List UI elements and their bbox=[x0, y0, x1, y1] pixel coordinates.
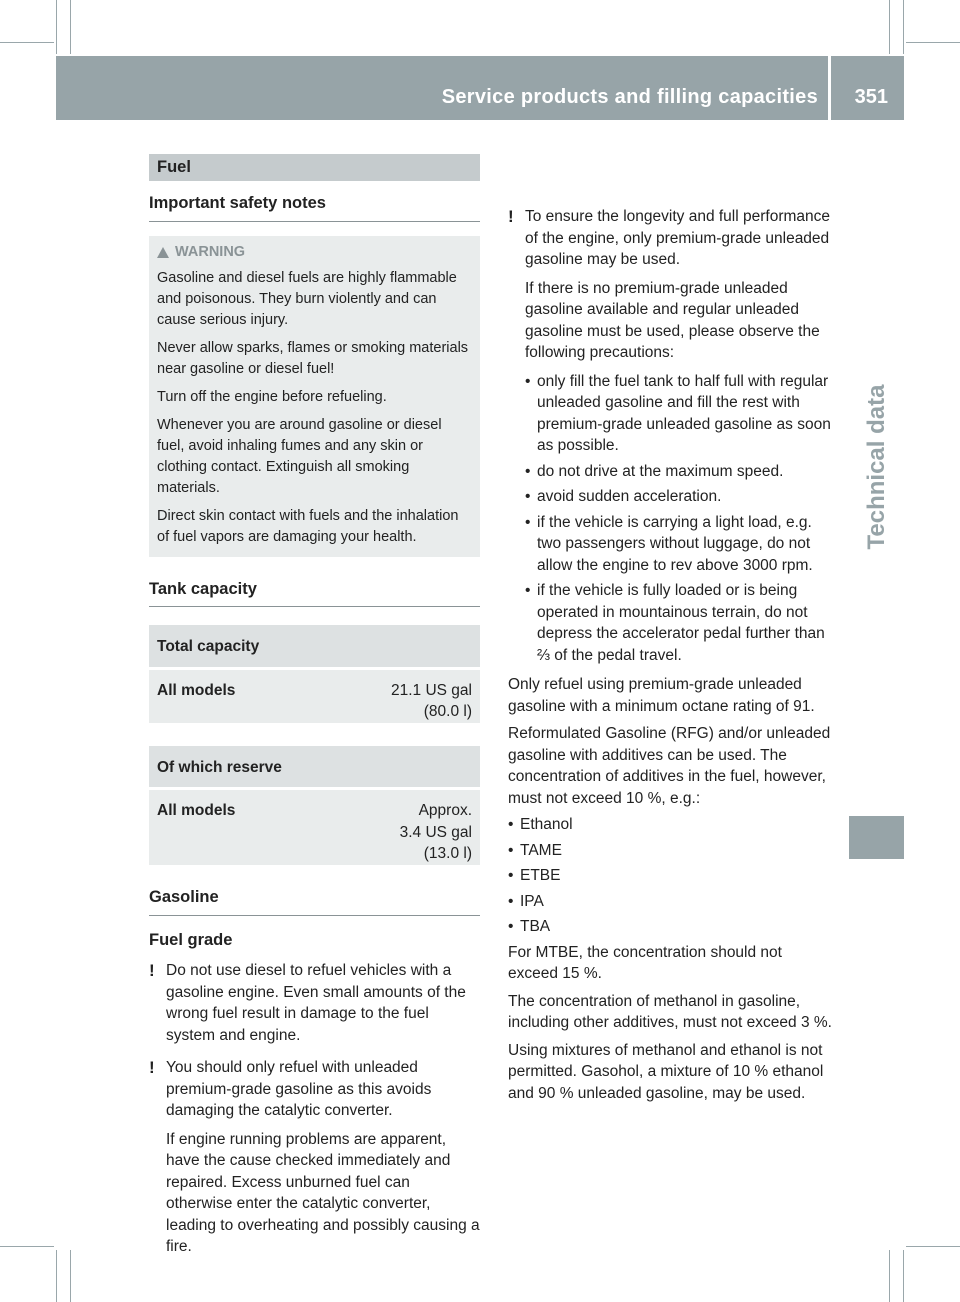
table-header-cell: Of which reserve bbox=[157, 758, 282, 776]
warning-paragraph: Gasoline and diesel fuels are highly flammable and poisonous. They burn violently and can cause serious injury. bbox=[157, 269, 457, 328]
list-item: • do not drive at the maximum speed. bbox=[525, 461, 834, 483]
caution-note bbox=[508, 206, 834, 670]
crop-mark bbox=[56, 0, 57, 54]
note-text: If engine running problems are apparent, have the cause checked immediately and repaired. Excess unburned fuel can otherwise enter the catalytic converter, leading to overheating and possibly causing a fire. bbox=[166, 1130, 480, 1255]
value-line: (13.0 l) bbox=[423, 845, 472, 862]
list-item: • avoid sudden acceleration. bbox=[525, 486, 834, 508]
list-item: • TBA bbox=[508, 916, 834, 938]
reserve-table bbox=[149, 746, 480, 866]
crop-mark bbox=[70, 0, 71, 54]
subheading-safety-notes: Important safety notes bbox=[149, 193, 480, 222]
value-line: (80.0 l) bbox=[423, 703, 472, 720]
crop-mark bbox=[56, 1250, 57, 1302]
crop-mark bbox=[903, 0, 904, 54]
crop-mark bbox=[906, 1246, 960, 1247]
paragraph: The concentration of methanol in gasoline, including other additives, must not exceed 3 %. bbox=[508, 992, 832, 1031]
list-item: • IPA bbox=[508, 891, 834, 913]
table-header-cell bbox=[357, 625, 480, 667]
caution-note bbox=[149, 1057, 480, 1265]
warning-title bbox=[157, 242, 472, 263]
table-header-row bbox=[149, 625, 480, 667]
warning-paragraph: Turn off the engine before refueling. bbox=[157, 388, 387, 405]
table-row bbox=[149, 670, 480, 723]
table-cell-value bbox=[359, 670, 480, 723]
exclamation-icon: ! bbox=[508, 207, 514, 226]
left-column bbox=[149, 154, 480, 1265]
exclamation-icon: ! bbox=[149, 961, 155, 980]
warning-paragraph: Never allow sparks, flames or smoking materials near gasoline or diesel fuel! bbox=[157, 339, 469, 377]
heading-fuel-grade: Fuel grade bbox=[149, 930, 233, 949]
warning-box bbox=[149, 236, 480, 557]
section-bar-fuel: Fuel bbox=[149, 154, 480, 181]
warning-title-text: WARNING bbox=[175, 243, 246, 260]
caution-note bbox=[149, 960, 480, 1053]
warning-paragraph: Whenever you are around gasoline or diesel fuel, avoid inhaling fumes and any skin or clothing contact. Extinguish all smoking materials. bbox=[157, 416, 442, 496]
page-number: 351 bbox=[854, 86, 888, 108]
table-row bbox=[149, 790, 480, 865]
paragraph: For MTBE, the concentration should not exceed 15 %. bbox=[508, 943, 782, 982]
additives-list bbox=[508, 814, 834, 938]
crop-mark bbox=[70, 1250, 71, 1302]
crop-mark bbox=[889, 0, 890, 54]
total-capacity-table bbox=[149, 625, 480, 723]
precautions-list bbox=[525, 371, 834, 667]
table-cell-label: All models bbox=[157, 802, 236, 819]
exclamation-icon: ! bbox=[149, 1058, 155, 1077]
side-tab-marker bbox=[849, 816, 904, 859]
note-text: Do not use diesel to refuel vehicles with a gasoline engine. Even small amounts of the wrong fuel result in damage to the fuel system and engine. bbox=[166, 962, 466, 1044]
value-line: 3.4 US gal bbox=[399, 823, 472, 841]
crop-mark bbox=[903, 1250, 904, 1302]
table-cell-value bbox=[359, 790, 480, 865]
paragraph: Reformulated Gasoline (RFG) and/or unleaded gasoline with additives can be used. The concentration of additives in the fuel, however, must not exceed 10 %, e.g.: bbox=[508, 725, 831, 807]
heading-gasoline: Gasoline bbox=[149, 887, 480, 916]
table-header-row bbox=[149, 746, 480, 788]
heading-tank-capacity: Tank capacity bbox=[149, 579, 480, 608]
crop-mark bbox=[889, 1250, 890, 1302]
list-item: • if the vehicle is carrying a light load, e.g. two passengers without luggage, do not allow the engine to rev above 3000 rpm. bbox=[525, 512, 834, 577]
value-line: Approx. bbox=[418, 802, 472, 819]
table-header-cell bbox=[357, 746, 480, 788]
note-text: If there is no premium-grade unleaded gasoline available and regular unleaded gasoline must be used, please observe the following precautions: bbox=[525, 279, 820, 361]
crop-mark bbox=[0, 42, 54, 43]
page-header bbox=[56, 56, 904, 120]
note-text: You should only refuel with unleaded premium-grade gasoline as this avoids damaging the catalytic converter. bbox=[166, 1059, 432, 1119]
table-header-cell: Total capacity bbox=[157, 638, 260, 655]
warning-triangle-icon bbox=[157, 247, 169, 258]
side-tab-label: Technical data bbox=[862, 384, 890, 549]
note-text: To ensure the longevity and full performance of the engine, only premium-grade unleaded gasoline may be used. bbox=[525, 208, 831, 268]
table-cell-label: All models bbox=[157, 681, 236, 699]
list-item: • Ethanol bbox=[508, 814, 834, 836]
list-item: • if the vehicle is fully loaded or is being operated in mountainous terrain, do not depress the accelerator pedal further than ⅔ of the pedal travel. bbox=[525, 580, 834, 666]
list-item: • ETBE bbox=[508, 865, 834, 887]
right-column bbox=[508, 154, 834, 1104]
list-item: • only fill the fuel tank to half full with regular unleaded gasoline and fill the rest with premium-grade unleaded gasoline as soon as possible. bbox=[525, 371, 834, 457]
side-tab bbox=[849, 120, 904, 813]
list-item: • TAME bbox=[508, 840, 834, 862]
paragraph: Only refuel using premium-grade unleaded gasoline with a minimum octane rating of 91. bbox=[508, 676, 815, 715]
continued-text-spacer bbox=[508, 154, 834, 200]
value-line: 21.1 US gal bbox=[391, 681, 472, 699]
paragraph: Using mixtures of methanol and ethanol is not permitted. Gasohol, a mixture of 10 % ethanol and 90 % unleaded gasoline, may be used. bbox=[508, 1041, 824, 1102]
header-title: Service products and filling capacities bbox=[441, 86, 818, 108]
warning-paragraph: Direct skin contact with fuels and the inhalation of fuel vapors are damaging your health. bbox=[157, 507, 459, 545]
header-divider bbox=[828, 56, 831, 120]
crop-mark bbox=[906, 42, 960, 43]
crop-mark bbox=[0, 1246, 54, 1247]
